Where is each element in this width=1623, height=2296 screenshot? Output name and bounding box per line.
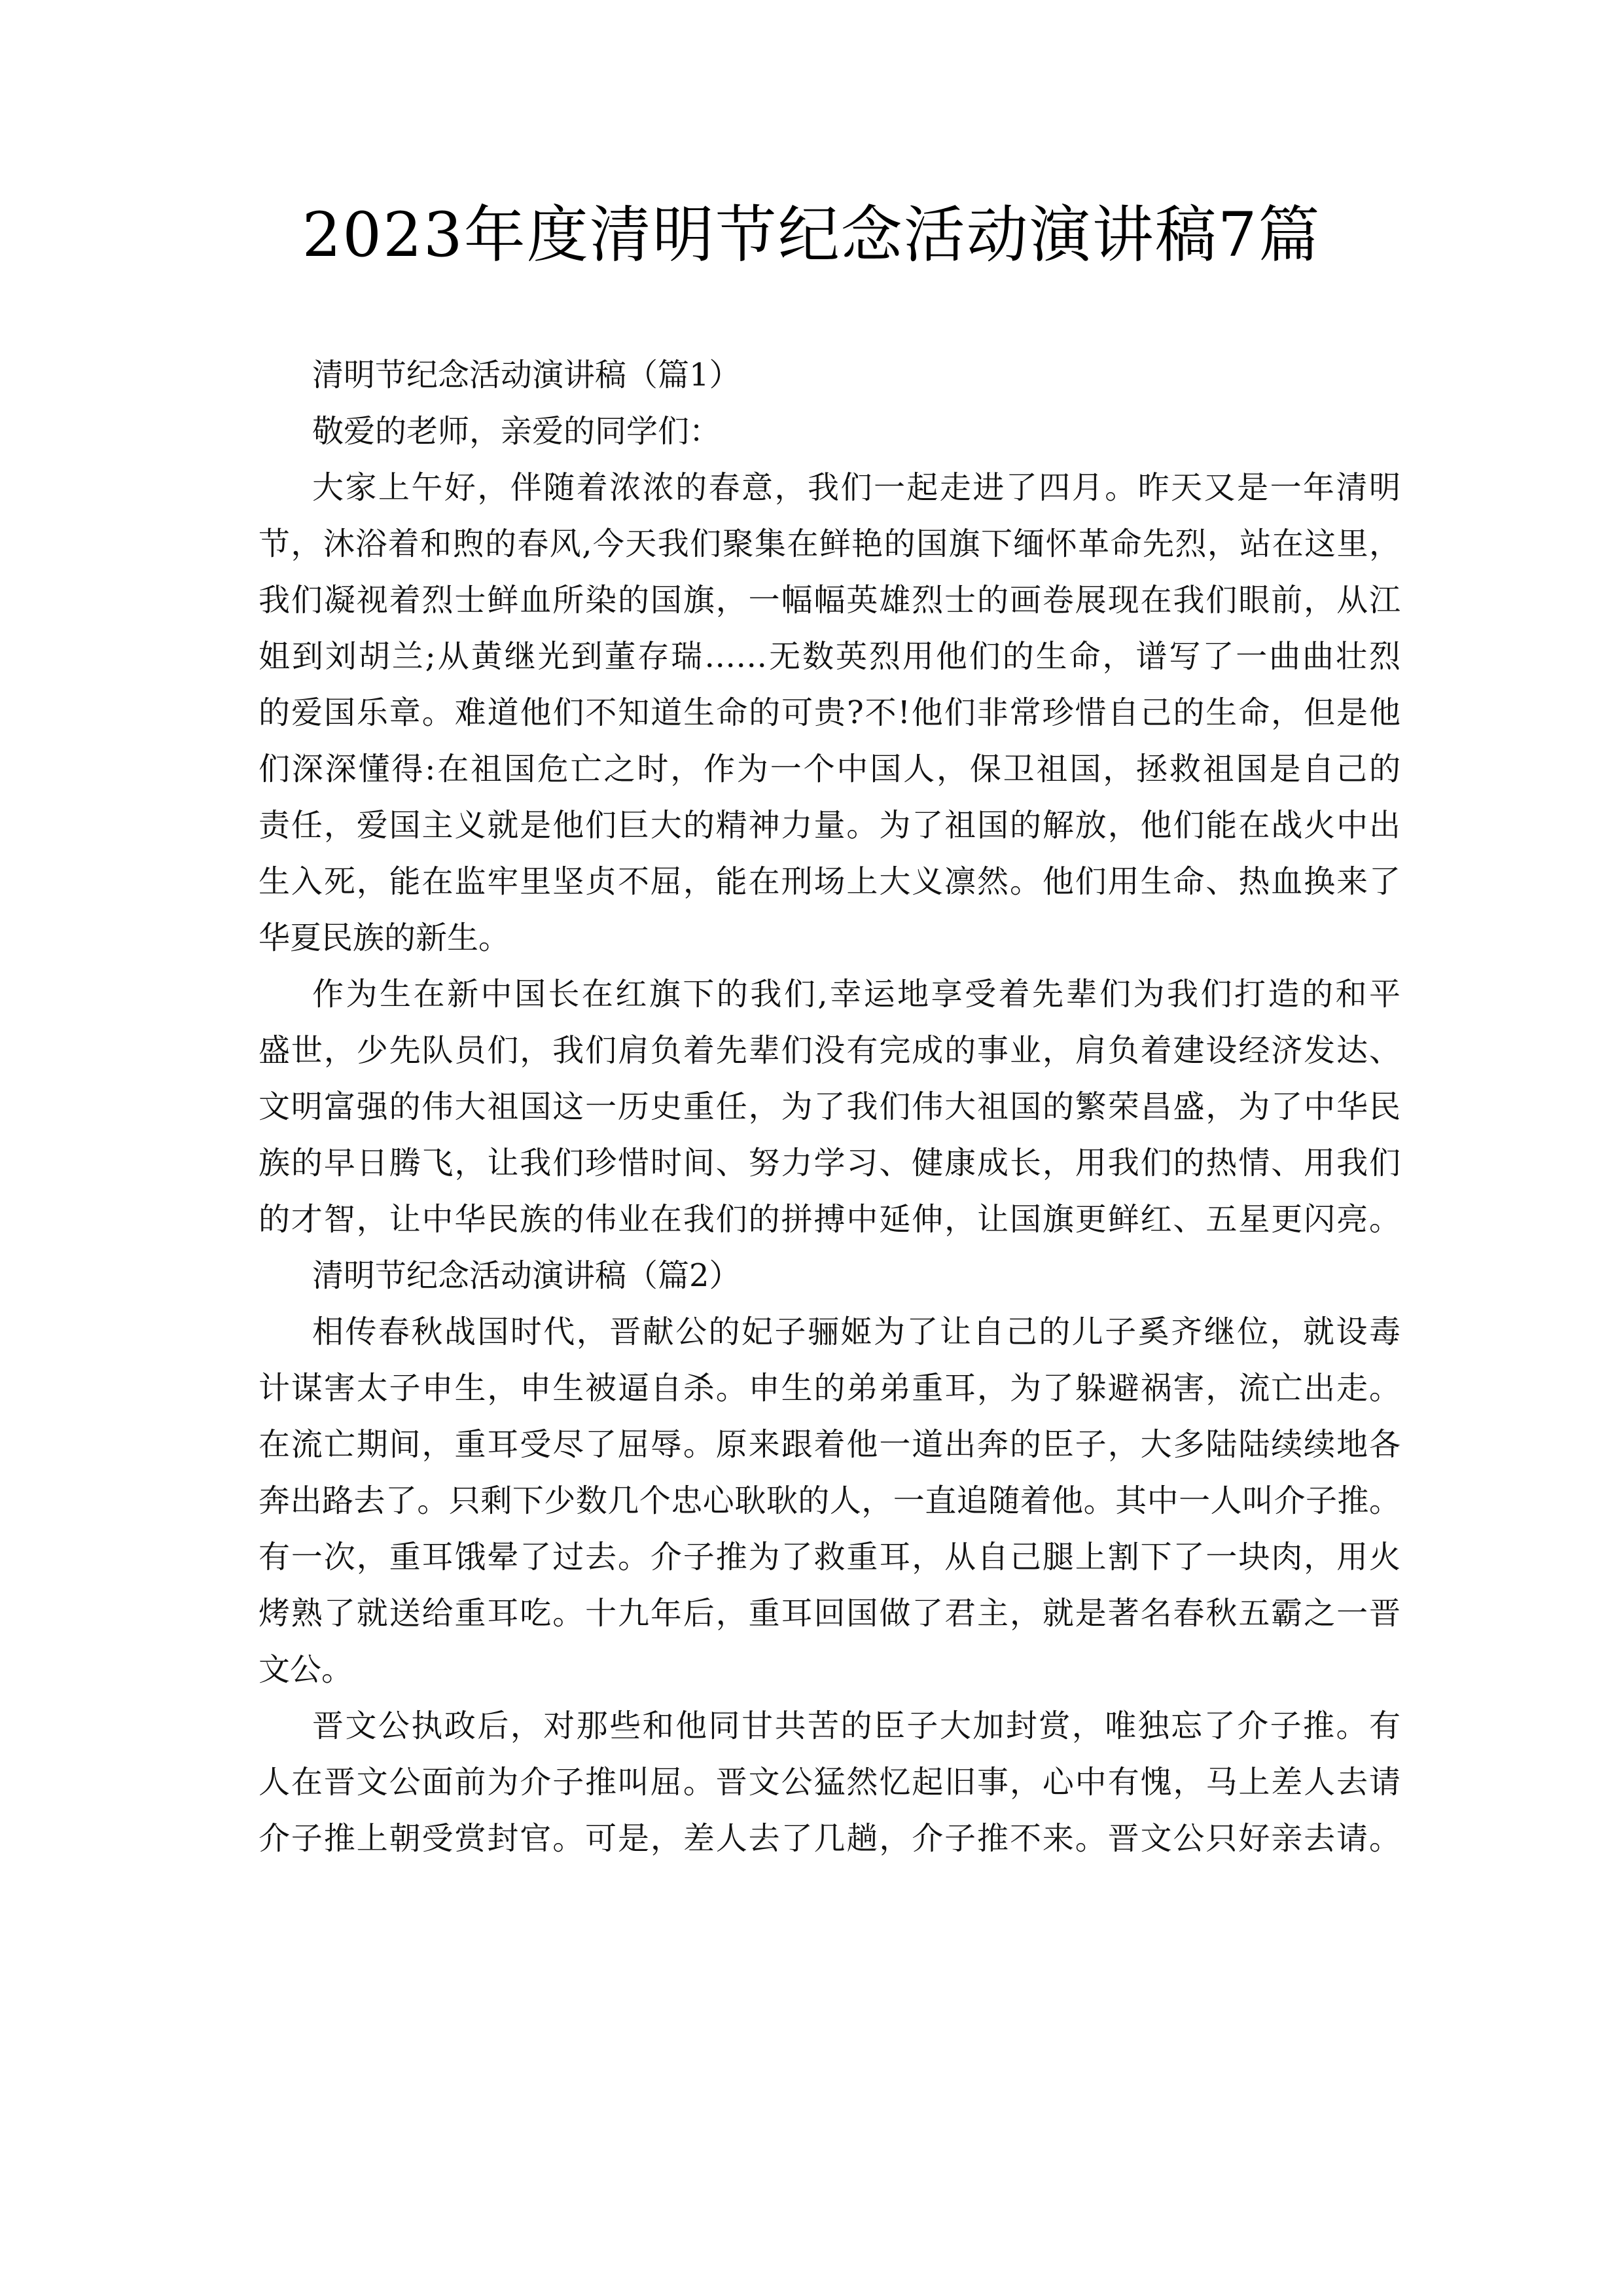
text-line: 责任，爱国主义就是他们巨大的精神力量。为了祖国的解放，他们能在战火中出: [259, 807, 1400, 844]
text-line: 族的早日腾飞，让我们珍惜时间、努力学习、健康成长，用我们的热情、用我们: [259, 1145, 1400, 1181]
text-line: 烤熟了就送给重耳吃。十九年后，重耳回国做了君主，就是著名春秋五霸之一晋: [259, 1595, 1400, 1632]
text-line: 大家上午好，伴随着浓浓的春意，我们一起走进了四月。昨天又是一年清明: [312, 469, 1400, 506]
text-line: 的爱国乐章。难道他们不知道生命的可贵?不!他们非常珍惜自己的生命，但是他: [259, 694, 1400, 731]
salutation: 敬爱的老师，亲爱的同学们：: [312, 413, 721, 450]
document-title: 2023年度清明节纪念活动演讲稿7篇: [302, 200, 1321, 271]
text-line: 的才智，让中华民族的伟业在我们的拼搏中延伸，让国旗更鲜红、五星更闪亮。: [259, 1201, 1400, 1238]
text-line: 们深深懂得:在祖国危亡之时，作为一个中国人，保卫祖国，拯救祖国是自己的: [259, 751, 1400, 787]
text-line: 生入死，能在监牢里坚贞不屈，能在刑场上大义凛然。他们用生命、热血换来了: [259, 863, 1400, 900]
text-line: 计谋害太子申生，申生被逼自杀。申生的弟弟重耳，为了躲避祸害，流亡出走。: [259, 1370, 1400, 1407]
text-line: 相传春秋战国时代，晋献公的妃子骊姬为了让自己的儿子奚齐继位，就设毒: [312, 1314, 1400, 1350]
text-line: 人在晋文公面前为介子推叫屈。晋文公猛然忆起旧事，心中有愧，马上差人去请: [259, 1764, 1400, 1801]
text-line: 作为生在新中国长在红旗下的我们,幸运地享受着先辈们为我们打造的和平: [312, 976, 1400, 1013]
text-line: 有一次，重耳饿晕了过去。介子推为了救重耳，从自己腿上割下了一块肉，用火: [259, 1539, 1400, 1575]
text-line: 节，沐浴着和煦的春风,今天我们聚集在鲜艳的国旗下缅怀革命先烈，站在这里，: [259, 526, 1400, 562]
text-line: 华夏民族的新生。: [259, 920, 510, 956]
text-line: 晋文公执政后，对那些和他同甘共苦的臣子大加封赏，唯独忘了介子推。有: [312, 1708, 1400, 1744]
text-line: 文公。: [259, 1651, 353, 1688]
text-line: 盛世，少先队员们，我们肩负着先辈们没有完成的事业，肩负着建设经济发达、: [259, 1032, 1400, 1069]
text-line: 奔出路去了。只剩下少数几个忠心耿耿的人，一直追随着他。其中一人叫介子推。: [259, 1482, 1400, 1519]
text-line: 姐到刘胡兰;从黄继光到董存瑞……无数英烈用他们的生命，谱写了一曲曲壮烈: [259, 638, 1400, 675]
section-heading-1: 清明节纪念活动演讲稿（篇1）: [312, 357, 741, 393]
text-line: 介子推上朝受赏封官。可是，差人去了几趟，介子推不来。晋文公只好亲去请。: [259, 1820, 1400, 1857]
text-line: 在流亡期间，重耳受尽了屈辱。原来跟着他一道出奔的臣子，大多陆陆续续地各: [259, 1426, 1400, 1463]
text-line: 我们凝视着烈士鲜血所染的国旗，一幅幅英雄烈士的画卷展现在我们眼前，从江: [259, 582, 1400, 619]
document-body: [259, 347, 1400, 1867]
section-heading-2: 清明节纪念活动演讲稿（篇2）: [312, 1257, 741, 1294]
text-line: 文明富强的伟大祖国这一历史重任，为了我们伟大祖国的繁荣昌盛，为了中华民: [259, 1088, 1400, 1125]
